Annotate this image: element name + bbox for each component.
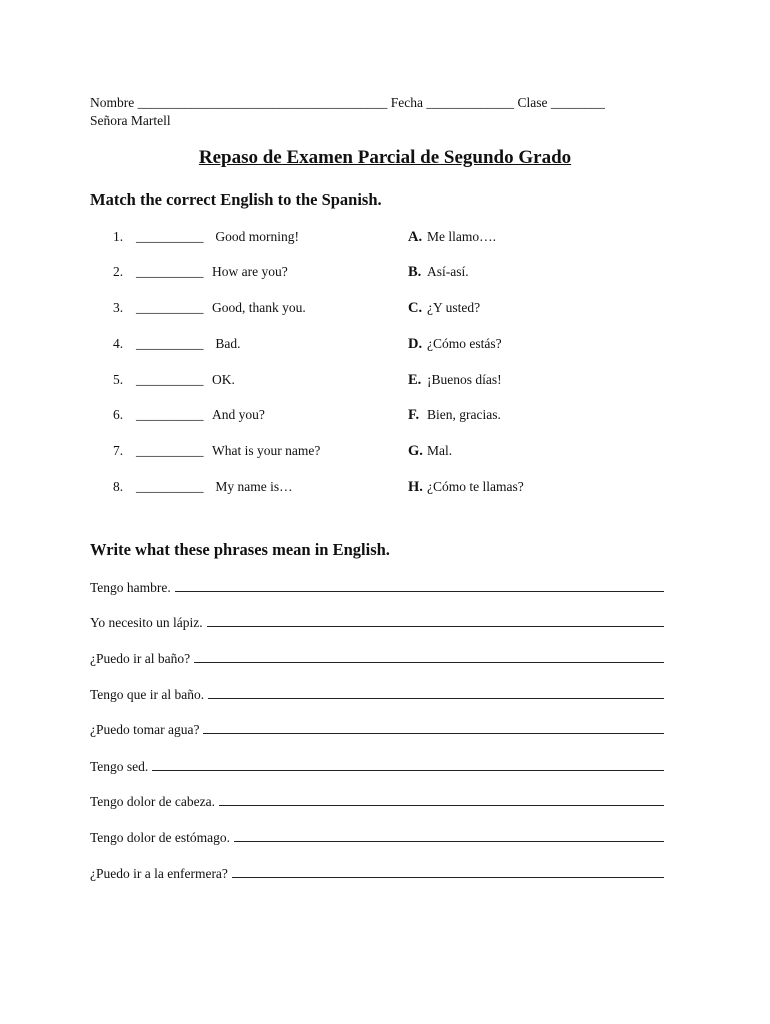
match-row (0, 372, 770, 392)
translation-row (90, 758, 664, 780)
header-name-date-class-line: Nombre _____________________________________ Fecha _____________ Clase ________ (90, 95, 605, 110)
section-heading-translation: Write what these phrases mean in English. (90, 540, 390, 559)
match-spanish-text: ¿Cómo te llamas? (427, 479, 524, 494)
match-english-text: And you? (212, 407, 265, 422)
spanish-phrase: ¿Puedo ir a la enfermera? (90, 866, 228, 881)
spanish-phrase: Tengo sed. (90, 759, 149, 774)
match-answer-blank[interactable]: __________ (136, 229, 204, 244)
answer-line[interactable] (219, 793, 664, 806)
spanish-phrase: Tengo dolor de cabeza. (90, 794, 215, 809)
match-answer-blank[interactable]: __________ (136, 336, 204, 351)
spanish-phrase: Tengo hambre. (90, 580, 171, 595)
match-spanish-text: Bien, gracias. (427, 407, 501, 422)
teacher-name: Señora Martell (90, 113, 171, 128)
match-english-text: Good, thank you. (212, 300, 306, 315)
answer-line[interactable] (208, 686, 664, 699)
match-number: 5. (113, 372, 124, 387)
match-english-text: Good morning! (212, 229, 299, 244)
match-english-text: What is your name? (212, 443, 321, 458)
match-answer-blank[interactable]: __________ (136, 372, 204, 387)
match-row (0, 300, 770, 320)
match-number: 3. (113, 300, 124, 315)
match-number: 1. (113, 229, 124, 244)
translation-row (90, 793, 664, 815)
translation-row (90, 829, 664, 851)
match-answer-blank[interactable]: __________ (136, 443, 204, 458)
answer-line[interactable] (194, 650, 664, 663)
match-letter: B. (408, 264, 422, 280)
match-row (0, 229, 770, 249)
translation-row (90, 650, 664, 672)
match-number: 6. (113, 407, 124, 422)
spanish-phrase: ¿Puedo tomar agua? (90, 722, 200, 737)
match-english-text: OK. (212, 372, 235, 387)
match-letter: A. (408, 229, 423, 245)
match-number: 7. (113, 443, 124, 458)
match-letter: E. (408, 372, 422, 388)
match-answer-blank[interactable]: __________ (136, 479, 204, 494)
match-number: 8. (113, 479, 124, 494)
match-letter: D. (408, 336, 423, 352)
answer-line[interactable] (152, 758, 664, 771)
match-answer-blank[interactable]: __________ (136, 264, 204, 279)
answer-line[interactable] (234, 829, 664, 842)
match-spanish-text: Así-así. (427, 264, 469, 279)
match-spanish-text: Me llamo…. (427, 229, 496, 244)
translation-row (90, 614, 664, 636)
page-title: Repaso de Examen Parcial de Segundo Grado (198, 147, 572, 168)
spanish-phrase: Tengo dolor de estómago. (90, 830, 231, 845)
match-letter: C. (408, 300, 423, 316)
match-english-text: Bad. (212, 336, 241, 351)
translation-row (90, 865, 664, 887)
match-spanish-text: ¿Cómo estás? (427, 336, 502, 351)
answer-line[interactable] (203, 721, 664, 734)
answer-line[interactable] (207, 614, 664, 627)
match-letter: F. (408, 407, 420, 423)
match-row (0, 407, 770, 427)
match-english-text: My name is… (212, 479, 293, 494)
match-spanish-text: Mal. (427, 443, 453, 458)
match-english-text: How are you? (212, 264, 288, 279)
translation-row (90, 579, 664, 601)
match-row (0, 264, 770, 284)
match-row (0, 443, 770, 463)
answer-line[interactable] (175, 579, 664, 592)
match-answer-blank[interactable]: __________ (136, 300, 204, 315)
match-letter: G. (408, 443, 423, 459)
spanish-phrase: Tengo que ir al baño. (90, 687, 205, 702)
spanish-phrase: Yo necesito un lápiz. (90, 615, 203, 630)
match-letter: H. (408, 479, 423, 495)
spanish-phrase: ¿Puedo ir al baño? (90, 651, 191, 666)
match-row (0, 479, 770, 499)
match-number: 4. (113, 336, 124, 351)
answer-line[interactable] (232, 865, 664, 878)
translation-row (90, 721, 664, 743)
translation-row (90, 686, 664, 708)
section-heading-matching: Match the correct English to the Spanish. (90, 190, 382, 209)
match-row (0, 336, 770, 356)
match-spanish-text: ¿Y usted? (427, 300, 481, 315)
match-spanish-text: ¡Buenos días! (427, 372, 502, 387)
match-number: 2. (113, 264, 124, 279)
match-answer-blank[interactable]: __________ (136, 407, 204, 422)
